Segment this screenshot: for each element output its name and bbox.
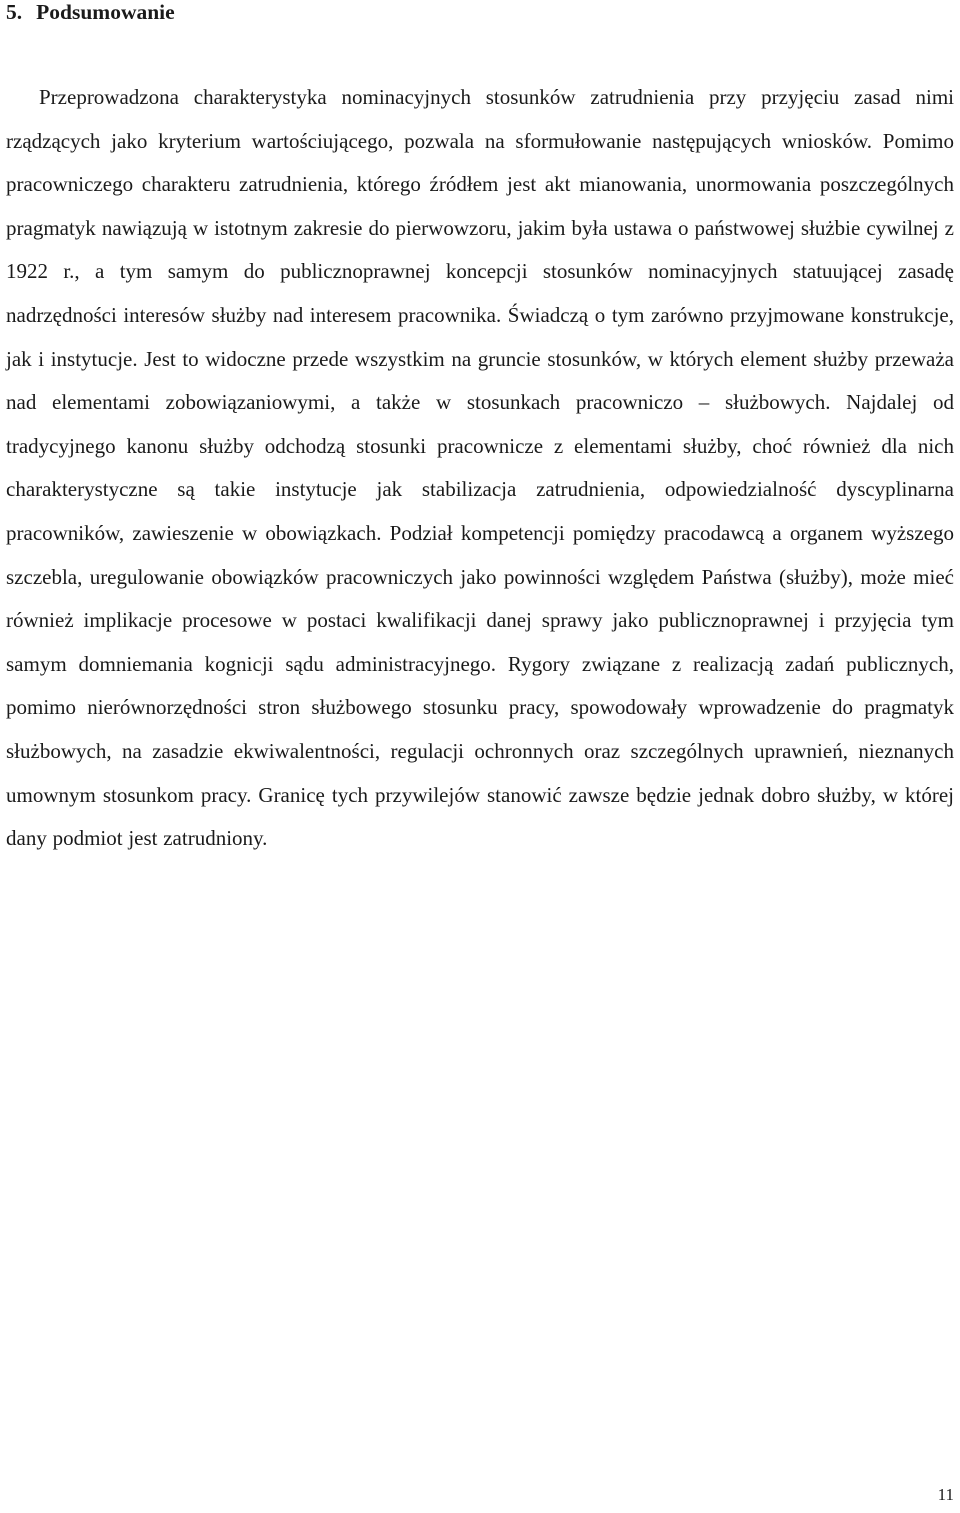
- section-number: 5.: [6, 0, 23, 24]
- page-number: 11: [937, 1485, 954, 1504]
- summary-paragraph: Przeprowadzona charakterystyka nominacyjnych stosunków zatrudnienia przy przyjęciu zasad nimi rządzących jako kryterium wartościującego, pozwala na sformułowanie następujących wniosków. Pomimo pracowniczego charakteru zatrudnienia, którego źródłem jest akt mianowania, unormowania poszczególnych pragmatyk nawiązują w istotnym zakresie do pierwowzoru, jakim była ustawa o państwowej służbie cywilnej z 1922 r., a tym samym do publicznoprawnej koncepcji stosunków nominacyjnych statuującej zasadę nadrzędności interesów służby nad interesem pracownika. Świadczą o tym zarówno przyjmowane konstrukcje, jak i instytucje. Jest to widoczne przede wszystkim na gruncie stosunków, w których element służby przeważa nad elementami zobowiązaniowymi, a także w stosunkach pracowniczo – służbowych. Najdalej od tradycyjnego kanonu służby odchodzą stosunki pracownicze z elementami służby, choć również dla nich charakterystyczne są takie instytucje jak stabilizacja zatrudnienia, odpowiedzialność dyscyplinarna pracowników, zawieszenie w obowiązkach. Podział kompetencji pomiędzy pracodawcą a organem wyższego szczebla, uregulowanie obowiązków pracowniczych jako powinności względem Państwa (służby), może mieć również implikacje procesowe w postaci kwalifikacji danej sprawy jako publicznoprawnej i przyjęcia tym samym domniemania kognicji sądu administracyjnego. Rygory związane z realizacją zadań publicznych, pomimo nierównorzędności stron służbowego stosunku pracy, spowodowały wprowadzenie do pragmatyk służbowych, na zasadzie ekwiwalentności, regulacji ochronnych oraz szczególnych uprawnień, nieznanych umownym stosunkom pracy. Granicę tych przywilejów stanowić zawsze będzie jednak dobro służby, w której dany podmiot jest zatrudniony.: [6, 85, 954, 851]
- section-heading: [6, 0, 175, 28]
- section-title: Podsumowanie: [36, 0, 175, 24]
